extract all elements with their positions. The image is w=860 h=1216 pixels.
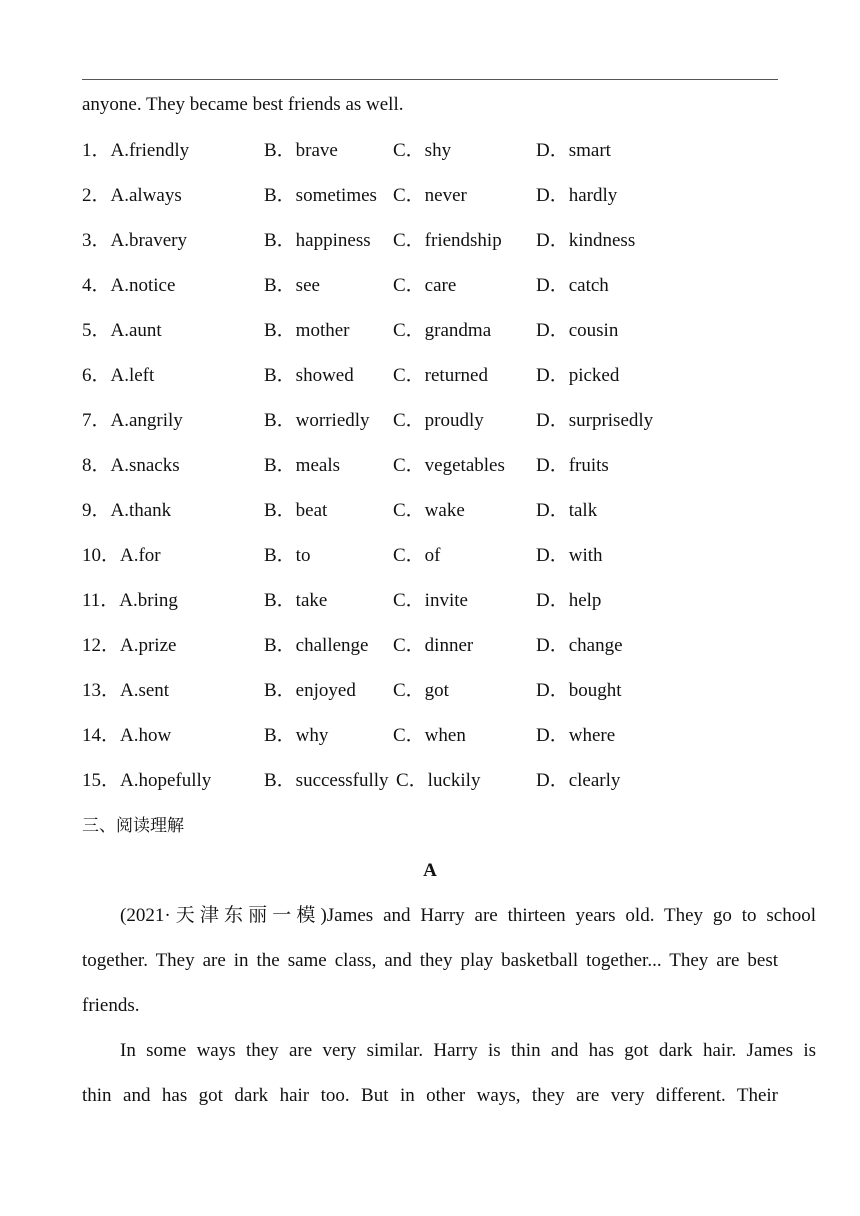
option-b: B．successfully — [264, 770, 389, 791]
option-row — [82, 274, 782, 298]
option-c: C．when — [393, 725, 466, 746]
intro-line: anyone. They became best friends as well. — [82, 94, 404, 115]
passage-label: A — [423, 860, 437, 881]
option-c: C．grandma — [393, 320, 492, 341]
option-row — [82, 634, 782, 658]
option-d: D．hardly — [536, 185, 618, 206]
option-row — [82, 724, 782, 748]
option-c: C．friendship — [393, 230, 502, 251]
option-a: 2．A.always — [82, 185, 182, 206]
option-b: B．see — [264, 275, 320, 296]
option-c: C．invite — [393, 590, 468, 611]
option-c: C．of — [393, 545, 441, 566]
option-d: D．where — [536, 725, 616, 746]
option-a: 3．A.bravery — [82, 230, 187, 251]
option-a: 13．A.sent — [82, 680, 170, 701]
option-d: D．talk — [536, 500, 598, 521]
paragraph-2-line-1: In some ways they are very similar. Harry is thin and has got dark hair. James is — [120, 1040, 816, 1061]
option-b: B．brave — [264, 140, 338, 161]
section-heading: 三、阅读理解 — [82, 816, 184, 836]
option-row — [82, 589, 782, 613]
option-d: D．kindness — [536, 230, 636, 251]
option-c: C．never — [393, 185, 467, 206]
option-b: B．why — [264, 725, 329, 746]
option-b: B．worriedly — [264, 410, 370, 431]
paragraph-1-line-1: (2021·天津东丽一模)James and Harry are thirteen years old. They go to school — [120, 905, 816, 926]
option-row — [82, 679, 782, 703]
option-a: 6．A.left — [82, 365, 155, 386]
paragraph-2-line-2: thin and has got dark hair too. But in other ways, they are very different. Their — [82, 1085, 778, 1106]
option-row — [82, 319, 782, 343]
option-b: B．take — [264, 590, 328, 611]
option-d: D．change — [536, 635, 623, 656]
option-row — [82, 229, 782, 253]
option-c: C．returned — [393, 365, 488, 386]
option-b: B．challenge — [264, 635, 369, 656]
option-row — [82, 139, 782, 163]
option-b: B．mother — [264, 320, 350, 341]
option-d: D．smart — [536, 140, 611, 161]
option-a: 12．A.prize — [82, 635, 177, 656]
option-d: D．help — [536, 590, 602, 611]
option-c: C．got — [393, 680, 449, 701]
option-b: B．sometimes — [264, 185, 377, 206]
option-row — [82, 769, 782, 793]
option-d: D．fruits — [536, 455, 609, 476]
option-c: C．shy — [393, 140, 452, 161]
paragraph-1-line-2: together. They are in the same class, and they play basketball together... They are best — [82, 950, 778, 971]
option-b: B．happiness — [264, 230, 371, 251]
option-row — [82, 409, 782, 433]
option-c: C．luckily — [396, 770, 481, 791]
option-c: C．proudly — [393, 410, 484, 431]
option-b: B．to — [264, 545, 311, 566]
option-a: 8．A.snacks — [82, 455, 180, 476]
option-a: 10．A.for — [82, 545, 161, 566]
option-row — [82, 454, 782, 478]
option-row — [82, 499, 782, 523]
option-a: 9．A.thank — [82, 500, 172, 521]
option-c: C．dinner — [393, 635, 474, 656]
option-c: C．vegetables — [393, 455, 505, 476]
option-a: 11．A.bring — [82, 590, 178, 611]
option-c: C．wake — [393, 500, 465, 521]
option-row — [82, 184, 782, 208]
option-a: 15．A.hopefully — [82, 770, 212, 791]
option-d: D．bought — [536, 680, 622, 701]
option-a: 14．A.how — [82, 725, 172, 746]
paragraph-1-line-3: friends. — [82, 995, 140, 1016]
option-d: D．with — [536, 545, 603, 566]
option-b: B．beat — [264, 500, 328, 521]
option-row — [82, 364, 782, 388]
option-d: D．picked — [536, 365, 620, 386]
option-a: 5．A.aunt — [82, 320, 162, 341]
option-a: 1．A.friendly — [82, 140, 190, 161]
option-d: D．catch — [536, 275, 609, 296]
option-c: C．care — [393, 275, 457, 296]
option-b: B．enjoyed — [264, 680, 356, 701]
option-a: 7．A.angrily — [82, 410, 183, 431]
option-b: B．showed — [264, 365, 354, 386]
option-a: 4．A.notice — [82, 275, 176, 296]
option-d: D．clearly — [536, 770, 621, 791]
option-d: D．surprisedly — [536, 410, 654, 431]
option-row — [82, 544, 782, 568]
option-b: B．meals — [264, 455, 340, 476]
header-rule — [82, 79, 778, 80]
option-d: D．cousin — [536, 320, 619, 341]
